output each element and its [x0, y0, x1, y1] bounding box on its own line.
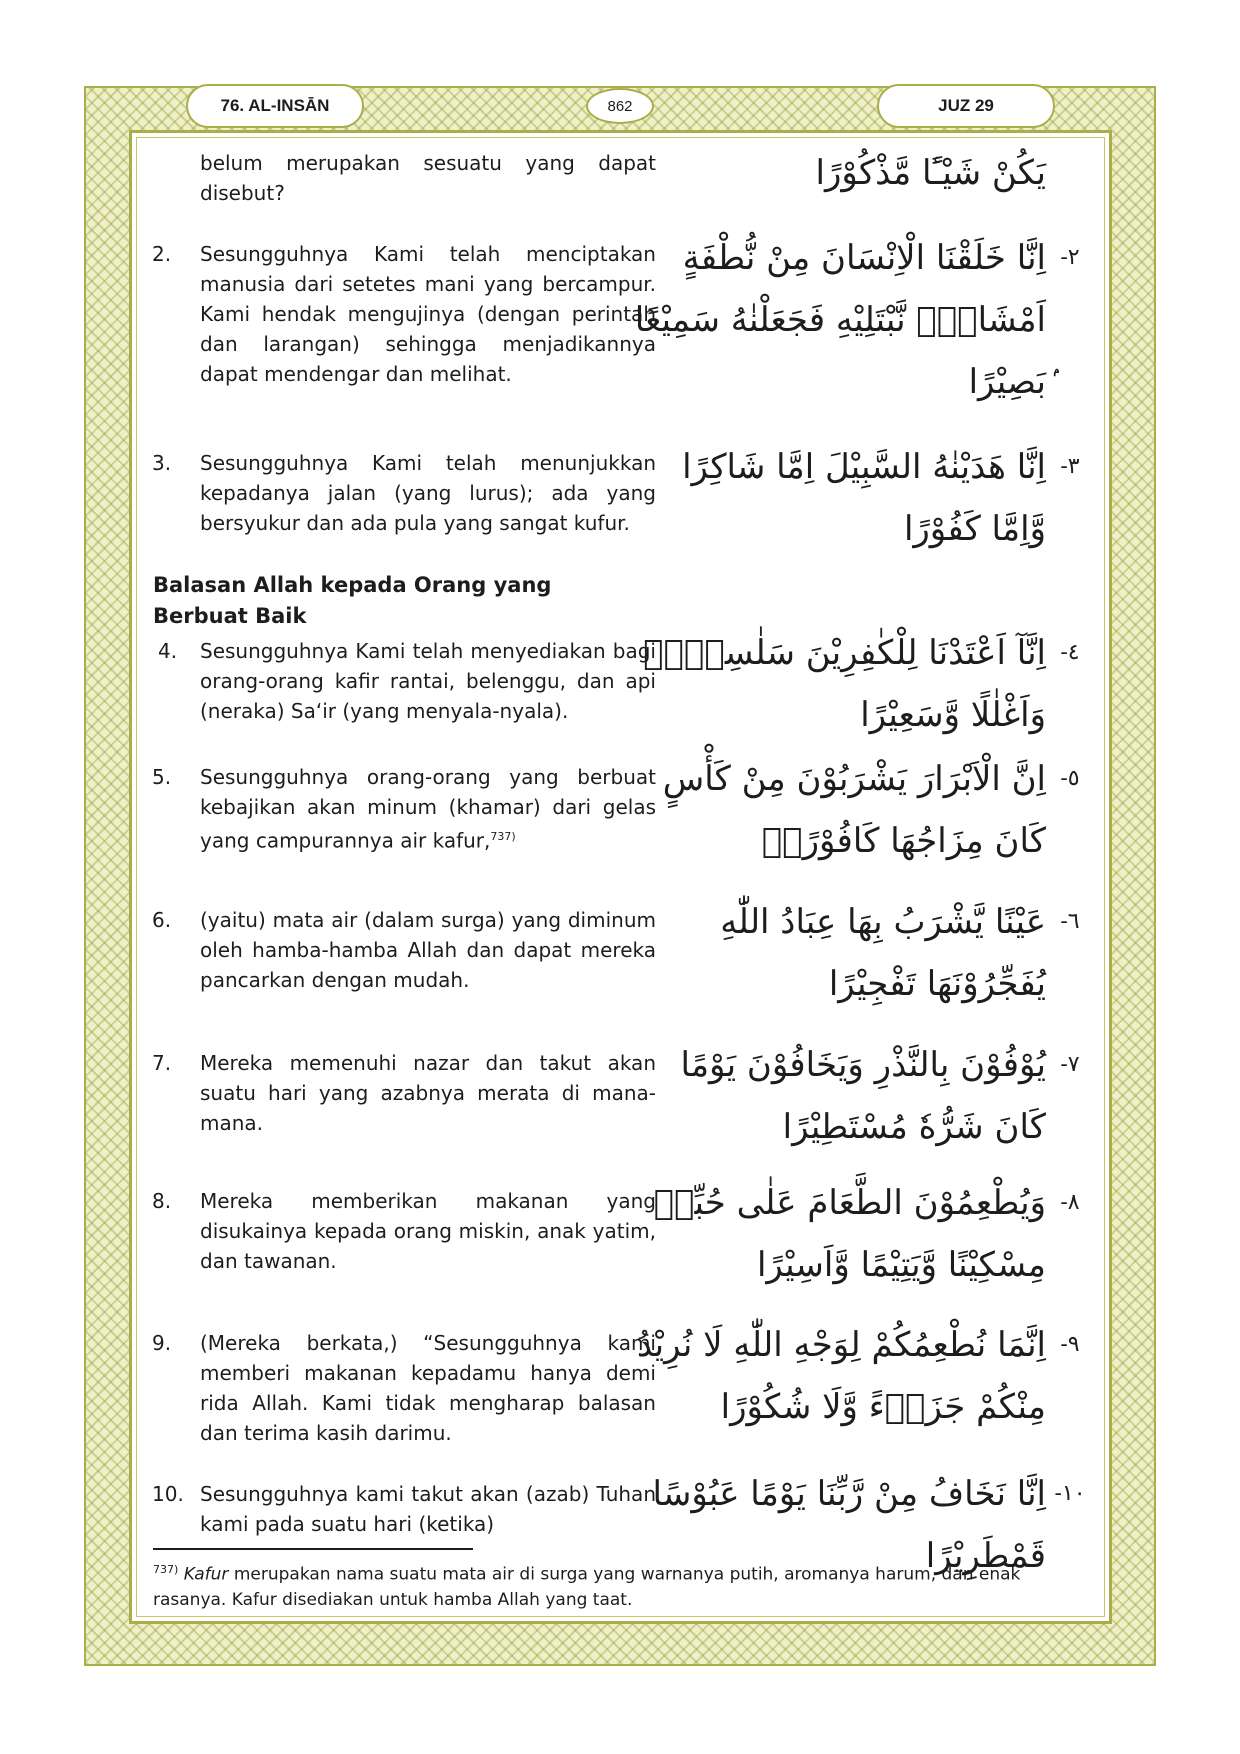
footnote-term: Kafur: [183, 1564, 229, 1585]
surah-title: 76. AL-INSĀN: [186, 84, 364, 128]
verse-translation: Mereka memberikan makanan yang disukainya kepada orang miskin, anak yatim, dan tawanan.: [200, 1189, 656, 1273]
verse-translation: (yaitu) mata air (dalam surga) yang diminum oleh hamba-hamba Allah dan dapat mereka pancarkan dengan mudah.: [200, 908, 656, 992]
verse-arabic: اِنَّآ اَعْتَدْنَا لِلْكٰفِرِيْنَ سَلٰسِلَا۟ وَاَغْلٰلًا وَّسَعِيْرًا: [643, 633, 1046, 735]
verse-arabic: اِنَّا نَخَافُ مِنْ رَّبِّنَا يَوْمًا عَبُوْسًا قَمْطَرِيْرًا: [652, 1474, 1046, 1576]
footnote: [153, 1557, 1088, 1613]
verse-number: 5.: [152, 765, 172, 789]
verse-number: 8.: [152, 1189, 172, 1213]
verse-number: 3.: [152, 451, 172, 475]
verse-arabic: اِنَّ الْاَبْرَارَ يَشْرَبُوْنَ مِنْ كَأْسٍ كَانَ مِزَاجُهَا كَافُوْرًاۚ: [662, 759, 1046, 861]
verse-arabic: يَكُنْ شَيْـًٔا مَّذْكُوْرًا: [815, 153, 1046, 193]
verse-arabic-number: -٨: [1060, 1190, 1080, 1215]
verse-number: 7.: [152, 1051, 172, 1075]
verse-arabic-number: -٤: [1060, 640, 1080, 665]
verse-number: 2.: [152, 242, 172, 266]
verse-translation: Sesungguhnya Kami telah menciptakan manusia dari setetes mani yang bercampur. Kami hendak mengujinya (dengan perintah dan larangan) sehingga menjadikannya dapat mendengar dan melihat.: [200, 242, 656, 386]
verse-arabic-number: -٩: [1060, 1332, 1080, 1357]
verse-arabic: اِنَّا هَدَيْنٰهُ السَّبِيْلَ اِمَّا شَاكِرًا وَّاِمَّا كَفُوْرًا: [682, 447, 1046, 549]
footnote-text: merupakan nama suatu mata air di surga yang warnanya putih, aromanya harum, dan enak rasanya. Kafur disediakan untuk hamba Allah yang taat.: [153, 1564, 1021, 1610]
verse-arabic-number: -٢: [1060, 245, 1080, 270]
page-number: 862: [586, 88, 654, 124]
verse-number: 9.: [152, 1331, 172, 1355]
page-content: [150, 140, 1090, 1576]
verse-arabic-number: -٥: [1060, 766, 1080, 791]
verse-arabic-number: -٣: [1060, 454, 1080, 479]
verse-translation: Sesungguhnya kami takut akan (azab) Tuhan kami pada suatu hari (ketika): [200, 1482, 656, 1536]
verse-arabic: اِنَّا خَلَقْنَا الْاِنْسَانَ مِنْ نُّطْفَةٍ اَمْشَاجٍۖ نَّبْتَلِيْهِ فَجَعَلْنٰهُ سَمِيْعًا ۢبَصِيْرًا: [634, 238, 1046, 402]
verse-translation: Sesungguhnya Kami telah menunjukkan kepadanya jalan (yang lurus); ada yang bersyukur dan ada pula yang sangat kufur.: [200, 451, 656, 535]
verse-number: 10.: [152, 1482, 184, 1506]
verse-arabic-number: -٦: [1060, 909, 1080, 934]
verse-translation: Mereka memenuhi nazar dan takut akan suatu hari yang azabnya merata di mana-mana.: [200, 1051, 656, 1135]
section-heading: Balasan Allah kepada Orang yang Berbuat Baik: [153, 573, 552, 628]
verse-arabic: عَيْنًا يَّشْرَبُ بِهَا عِبَادُ اللّٰهِ يُفَجِّرُوْنَهَا تَفْجِيْرًا: [720, 902, 1046, 1004]
verse-number: 6.: [152, 908, 172, 932]
verse-arabic: وَيُطْعِمُوْنَ الطَّعَامَ عَلٰى حُبِّهٖ مِسْكِيْنًا وَّيَتِيْمًا وَّاَسِيْرًا: [653, 1183, 1046, 1285]
footnote-divider: [153, 1548, 473, 1550]
verse-translation: (Mereka berkata,) “Sesungguhnya kami memberi makanan kepadamu hanya demi rida Allah. Kami tidak mengharap balasan dan terima kasih darimu.: [200, 1331, 656, 1445]
juz-label: JUZ 29: [877, 84, 1055, 128]
verse-arabic: يُوْفُوْنَ بِالنَّذْرِ وَيَخَافُوْنَ يَوْمًا كَانَ شَرُّهٗ مُسْتَطِيْرًا: [680, 1045, 1046, 1147]
verse-arabic-number: -٧: [1060, 1052, 1080, 1077]
verse-number: 4.: [158, 639, 178, 663]
footnote-reference[interactable]: 737): [490, 830, 516, 843]
verse-translation: belum merupakan sesuatu yang dapat disebut?: [200, 151, 656, 205]
verse-translation: [200, 762, 656, 856]
verse-translation-text: Sesungguhnya orang-orang yang berbuat kebajikan akan minum (khamar) dari gelas yang campurannya air kafur,: [200, 765, 656, 853]
verse-translation: Sesungguhnya Kami telah menyediakan bagi orang-orang kafir rantai, belenggu, dan api (neraka) Sa‘ir (yang menyala-nyala).: [200, 639, 656, 723]
footnote-marker: 737): [153, 1563, 179, 1576]
verse-arabic: اِنَّمَا نُطْعِمُكُمْ لِوَجْهِ اللّٰهِ لَا نُرِيْدُ مِنْكُمْ جَزَاۤءً وَّلَا شُكُوْرًا: [636, 1325, 1046, 1427]
verse-arabic-number: -١٠: [1054, 1481, 1086, 1506]
